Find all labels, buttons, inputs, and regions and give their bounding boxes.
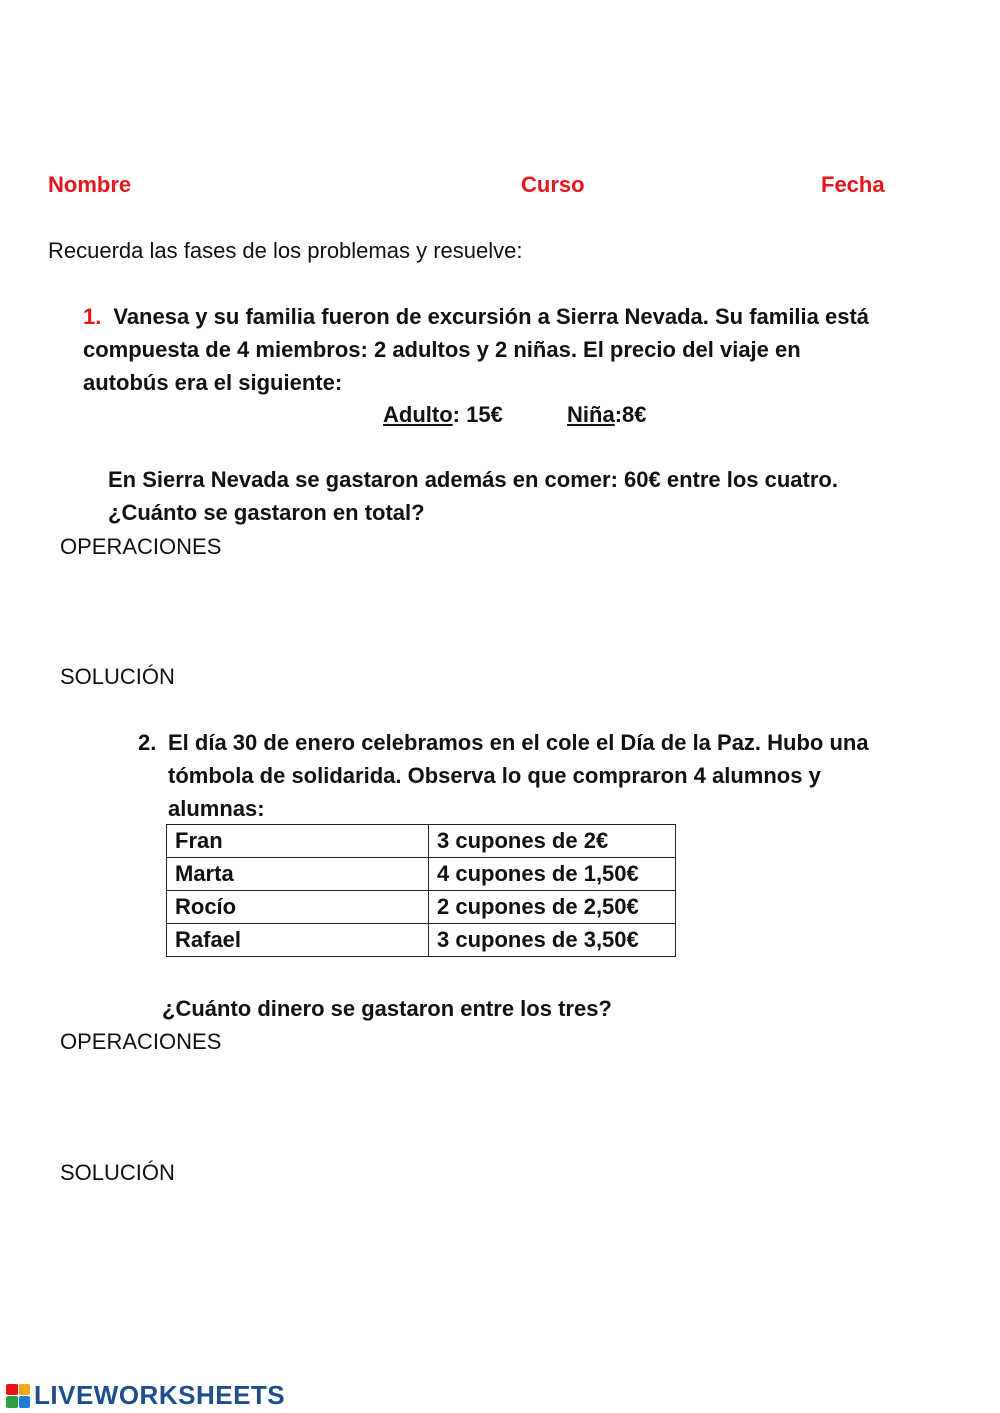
problem2-line1: El día 30 de enero celebramos en el cole el Día de la Paz. Hubo una	[168, 730, 869, 755]
table-row	[167, 891, 676, 924]
problem1-line4: En Sierra Nevada se gastaron además en comer: 60€ entre los cuatro.	[108, 467, 838, 492]
child-price-value: :8€	[614, 402, 647, 427]
problem2-question: ¿Cuánto dinero se gastaron entre los tres?	[162, 996, 612, 1021]
student-name: Fran	[167, 825, 429, 858]
student-name: Rocío	[167, 891, 429, 924]
table-row	[167, 858, 676, 891]
problem2-line3: alumnas:	[168, 796, 265, 821]
curso-label: Curso	[521, 172, 585, 197]
problem2-solution-label: SOLUCIÓN	[60, 1160, 175, 1185]
child-price	[567, 402, 646, 428]
intro-text: Recuerda las fases de los problemas y resuelve:	[48, 238, 523, 263]
problem1-line1	[83, 304, 869, 330]
table-row	[167, 825, 676, 858]
logo-text: LIVEWORKSHEETS	[34, 1380, 286, 1410]
nombre-label: Nombre	[48, 172, 132, 197]
student-coupons: 3 cupones de 2€	[429, 825, 676, 858]
adult-price-value: : 15€	[452, 402, 503, 427]
student-coupons: 3 cupones de 3,50€	[429, 924, 676, 957]
adult-price	[383, 402, 503, 428]
problem1-operations-area[interactable]	[60, 566, 940, 656]
problem1-question: ¿Cuánto se gastaron en total?	[108, 500, 425, 525]
problem1-solution-label: SOLUCIÓN	[60, 664, 175, 689]
table-row	[167, 924, 676, 957]
student-coupons: 4 cupones de 1,50€	[429, 858, 676, 891]
student-name: Marta	[167, 858, 429, 891]
child-label: Niña	[567, 402, 615, 427]
coupons-table	[166, 824, 676, 957]
liveworksheets-logo	[6, 1380, 285, 1411]
problem1-number: 1.	[83, 304, 102, 329]
problem2-operations-label: OPERACIONES	[60, 1029, 222, 1054]
problem1-line3: autobús era el siguiente:	[83, 370, 343, 395]
problem2-number: 2.	[138, 730, 157, 755]
logo-badge-icon	[6, 1384, 30, 1408]
problem2-operations-area[interactable]	[60, 1062, 940, 1152]
student-coupons: 2 cupones de 2,50€	[429, 891, 676, 924]
adult-label: Adulto	[383, 402, 453, 427]
problem1-line2: compuesta de 4 miembros: 2 adultos y 2 niñas. El precio del viaje en	[83, 337, 801, 362]
student-name: Rafael	[167, 924, 429, 957]
problem1-text1: Vanesa y su familia fueron de excursión a Sierra Nevada. Su familia está	[113, 304, 870, 329]
problem1-operations-label: OPERACIONES	[60, 534, 222, 559]
fecha-label: Fecha	[821, 172, 885, 197]
problem2-line2: tómbola de solidarida. Observa lo que compraron 4 alumnos y	[168, 763, 821, 788]
